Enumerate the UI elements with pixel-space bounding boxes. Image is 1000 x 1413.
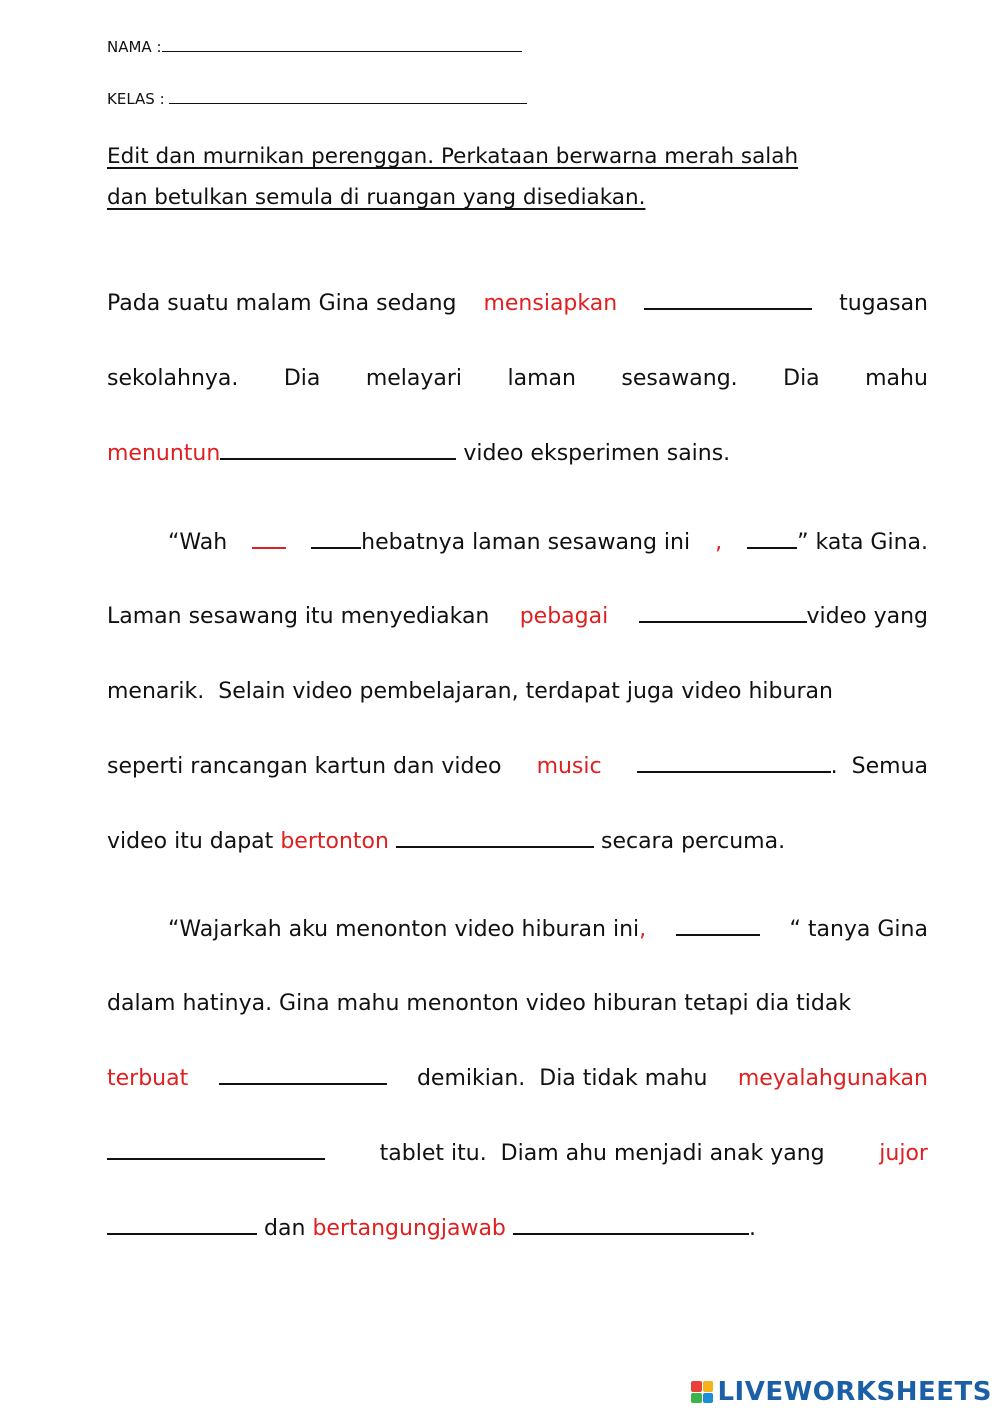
answer-blank[interactable] xyxy=(396,830,594,848)
logo-square xyxy=(703,1381,714,1392)
error-word: mensiapkan xyxy=(483,291,618,316)
text: “Wah xyxy=(168,530,228,555)
p1-line-3 xyxy=(107,434,928,474)
error-word: pebagai xyxy=(519,604,609,629)
word: Dia xyxy=(283,366,321,391)
text: . xyxy=(748,1216,756,1241)
p2-line-1 xyxy=(107,523,928,563)
p2-line-5 xyxy=(107,822,928,862)
p1-line-1 xyxy=(107,284,928,324)
text: tugasan xyxy=(839,291,928,316)
text: “ tanya Gina xyxy=(789,917,928,942)
answer-blank[interactable] xyxy=(107,1142,325,1160)
text-with-comma xyxy=(168,910,646,950)
answer-blank[interactable] xyxy=(219,1067,387,1085)
p3-line-3 xyxy=(107,1059,928,1099)
text: Laman sesawang itu menyediakan xyxy=(107,604,490,629)
text: dan xyxy=(264,1216,306,1241)
text: secara percuma. xyxy=(600,829,786,854)
text-with-blank xyxy=(311,523,690,563)
text: video eksperimen sains. xyxy=(463,441,731,466)
text: Pada suatu malam Gina sedang xyxy=(107,291,457,316)
class-label: KELAS : xyxy=(107,90,165,108)
class-input-line[interactable] xyxy=(169,92,527,104)
logo-text: LIVEWORKSHEETS xyxy=(717,1377,992,1407)
p3-line-4 xyxy=(107,1134,928,1174)
answer-blank-red[interactable] xyxy=(252,531,286,549)
logo-square xyxy=(703,1393,714,1404)
instruction-line-1: Edit dan murnikan perenggan. Perkataan berwarna merah salah xyxy=(107,144,799,169)
class-field-row xyxy=(107,90,527,108)
error-word: jujor xyxy=(879,1141,928,1166)
text: seperti rancangan kartun dan video xyxy=(107,754,502,779)
error-word: menuntun xyxy=(107,441,221,466)
name-input-line[interactable] xyxy=(162,40,522,52)
error-word: bertonton xyxy=(280,829,389,854)
text: video yang xyxy=(806,604,928,629)
p3-line-5 xyxy=(107,1209,928,1249)
text: demikian. Dia tidak mahu xyxy=(416,1066,708,1091)
error-comma: , xyxy=(715,530,723,555)
word: Dia xyxy=(783,366,820,391)
error-word: meyalahgunakan xyxy=(737,1066,928,1091)
word: sekolahnya. xyxy=(107,366,239,391)
p3-line-2 xyxy=(107,984,928,1024)
error-word: terbuat xyxy=(107,1066,189,1091)
word: laman xyxy=(507,366,576,391)
word: mahu xyxy=(865,366,928,391)
error-word: bertangungjawab xyxy=(312,1216,506,1241)
logo-square xyxy=(691,1381,702,1392)
p1-line-2 xyxy=(107,359,928,399)
logo-square xyxy=(691,1393,702,1404)
p3-line-1 xyxy=(107,910,928,950)
p2-line-3 xyxy=(107,672,928,712)
name-field-row xyxy=(107,38,522,56)
text: tablet itu. Diam ahu menjadi anak yang xyxy=(379,1141,825,1166)
text: . Semua xyxy=(830,754,928,779)
text-with-blank xyxy=(513,1209,756,1249)
answer-blank[interactable] xyxy=(637,755,831,773)
answer-blank[interactable] xyxy=(644,292,812,310)
name-label: NAMA : xyxy=(107,38,162,56)
answer-blank[interactable] xyxy=(220,442,456,460)
error-comma: , xyxy=(639,917,647,942)
text-with-blank xyxy=(639,597,929,637)
text-with-blank xyxy=(637,747,928,787)
instruction-line-2: dan betulkan semula di ruangan yang disediakan. xyxy=(107,185,646,210)
answer-blank[interactable] xyxy=(676,918,760,936)
answer-blank[interactable] xyxy=(747,531,797,549)
text: video itu dapat xyxy=(107,829,274,854)
answer-blank[interactable] xyxy=(311,531,361,549)
p2-line-4 xyxy=(107,747,928,787)
text: hebatnya laman sesawang ini xyxy=(361,530,691,555)
text: menarik. Selain video pembelajaran, terdapat juga video hiburan xyxy=(107,679,833,704)
answer-blank[interactable] xyxy=(107,1217,257,1235)
answer-blank[interactable] xyxy=(513,1217,749,1235)
text: ” kata Gina. xyxy=(797,530,928,555)
liveworksheets-logo xyxy=(691,1377,992,1407)
p2-line-2 xyxy=(107,597,928,637)
text: “Wajarkah aku menonton video hiburan ini xyxy=(168,917,640,942)
text: dalam hatinya. Gina mahu menonton video hiburan tetapi dia tidak xyxy=(107,991,852,1016)
text-with-blank xyxy=(747,523,928,563)
instruction xyxy=(107,136,907,218)
answer-blank[interactable] xyxy=(639,605,807,623)
liveworksheets-mark-icon xyxy=(691,1381,713,1403)
error-word: music xyxy=(536,754,602,779)
word: melayari xyxy=(365,366,463,391)
word: sesawang. xyxy=(621,366,738,391)
